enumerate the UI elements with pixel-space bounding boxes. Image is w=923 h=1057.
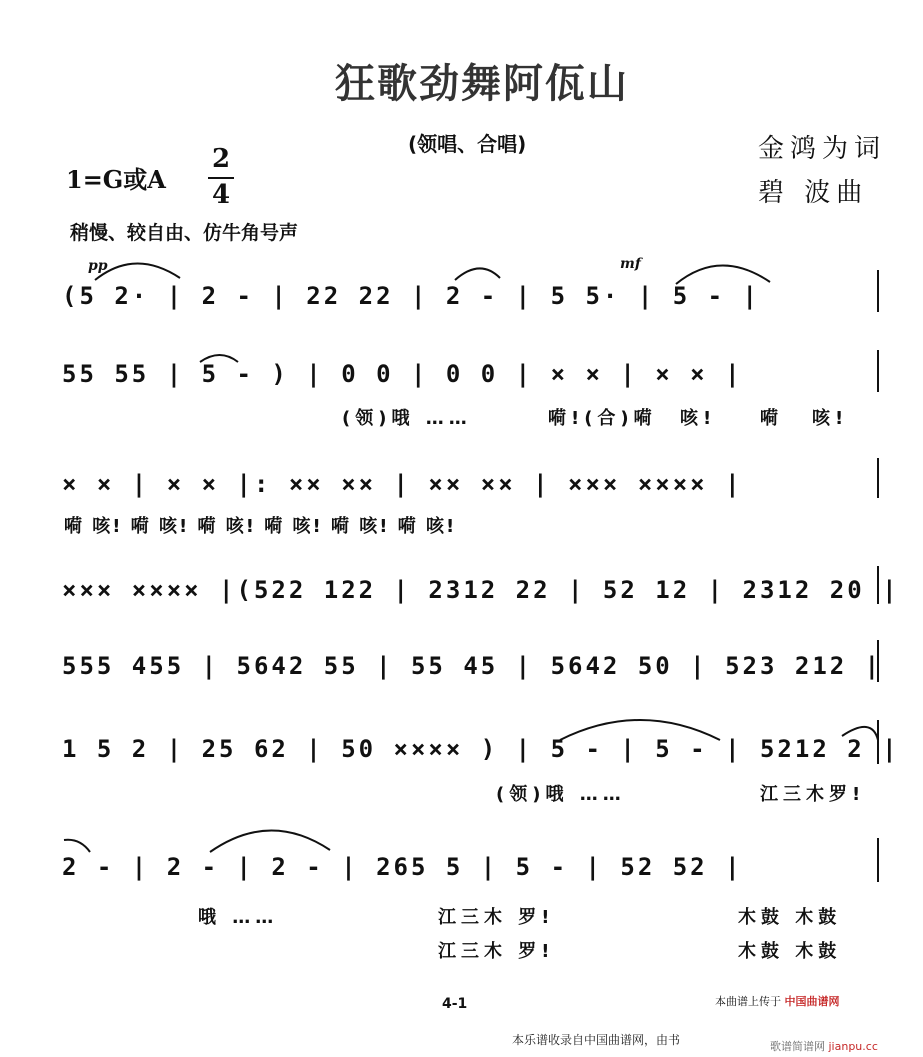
page-number: 4-1 [442, 996, 468, 1012]
lyric-line-7-b: 江三木 罗! [438, 907, 555, 928]
page-title: 狂歌劲舞阿佤山 [335, 60, 629, 107]
tempo-marking: 稍慢、较自由、仿牛角号声 [70, 222, 299, 244]
score-line-2: 55 55 | 5 - ) | 0 0 | 0 0 | × × | × × | [62, 360, 743, 388]
score-line-1: (5 2· | 2 - | 22 22 | 2 - | 5 5· | 5 - | [62, 282, 760, 310]
score-line-6: 1 5 2 | 25 62 | 50 ×××× ) | 5 - | 5 - | 5212 2 | [62, 735, 900, 763]
slur-mark [95, 263, 180, 280]
lyric-line-2-e: 咳! [812, 408, 849, 429]
lyric-line-2-a: (领)哦 …… [342, 408, 472, 429]
slur-mark [210, 830, 330, 852]
score-line-7: 2 - | 2 - | 2 - | 265 5 | 5 - | 52 52 | [62, 853, 743, 881]
key-signature: 1=G或A [66, 165, 166, 194]
lyric-line-2-b: 嗬!(合)嗬 [548, 408, 657, 429]
lyric-line-7-c: 木鼓 木鼓 [738, 907, 842, 928]
upload-brand-logo: 中国曲谱网 [784, 995, 840, 1008]
site-name: 歌谱简谱网 [770, 1040, 825, 1053]
slur-mark [560, 720, 720, 740]
collected-note: 本乐谱收录自中国曲谱网，由书 [512, 1033, 681, 1047]
time-signature-top: 2 [211, 144, 231, 174]
dynamic-pp: pp [88, 258, 108, 274]
lyric-line-2-d: 嗬 [760, 408, 783, 429]
lyric-line-6-a: (领)哦 …… [496, 784, 626, 805]
lyric-line-3: 嗬 咳! 嗬 咳! 嗬 咳! 嗬 咳! 嗬 咳! 嗬 咳! [64, 516, 457, 537]
slur-mark [64, 840, 90, 852]
score-line-4: ××× ×××× |(522 122 | 2312 22 | 52 12 | 2312 20 | [62, 576, 900, 604]
dynamic-mf: mf [620, 256, 641, 272]
lyric-line-8-a: 江三木 罗! [438, 941, 555, 962]
slur-mark [842, 727, 878, 740]
composer-credit: 碧 波曲 [758, 178, 869, 208]
upload-note [715, 993, 840, 1009]
lyric-line-7-a: 哦 …… [198, 907, 279, 928]
lyricist-credit: 金鸿为词 [758, 134, 887, 164]
lyric-line-2-c: 咳! [680, 408, 717, 429]
score-line-5: 555 455 | 5642 55 | 55 45 | 5642 50 | 523 212 | [62, 652, 883, 680]
slur-mark [200, 355, 238, 362]
score-line-3: × × | × × |: ×× ×× | ×× ×× | ××× ×××× | [62, 470, 743, 498]
upload-text: 本曲谱上传于 [715, 995, 781, 1008]
slur-mark [455, 268, 500, 280]
subtitle: (领唱、合唱) [408, 132, 527, 156]
slur-mark [676, 265, 770, 284]
time-signature-bottom: 4 [211, 180, 231, 210]
site-watermark [770, 1038, 878, 1054]
lyric-line-6-b: 江三木罗! [760, 784, 866, 805]
lyric-line-8-b: 木鼓 木鼓 [738, 941, 842, 962]
site-url: jianpu.cc [828, 1040, 878, 1053]
